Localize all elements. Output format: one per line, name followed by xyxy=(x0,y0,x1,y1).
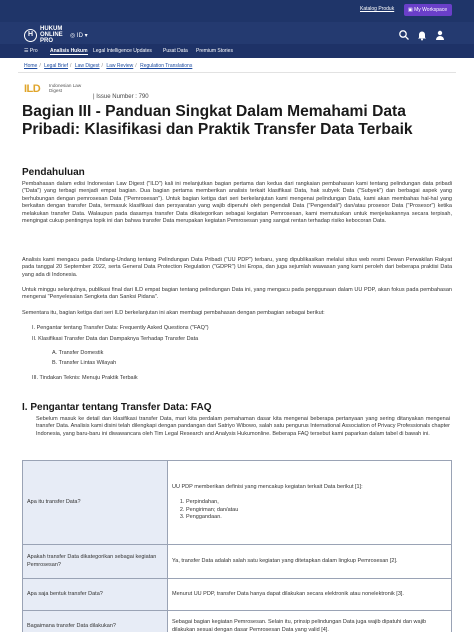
intro-paragraph-4: Sementara itu, bagian ketiga dari seri ILD berkelanjutan ini akan membagi pembahasan dengan pembagian sebagai berikut: xyxy=(22,310,325,316)
ild-logo-caption: Indonesian Law Digest xyxy=(49,83,82,93)
nav-premium-stories[interactable]: Premium Stories xyxy=(196,48,233,54)
outline-item: I. Pengantar tentang Transfer Data: Frequently Asked Questions ("FAQ") xyxy=(32,325,209,331)
faq-intro-paragraph: Sebelum masuk ke detail dan klasifikasi transfer Data, mari kita perdalam pemahaman dasar kita mengenai beberapa pertanyaan yang sering ditanyakan mengenai transfer Data. Analisis kami disini telah dilengkapi dengan pandangan dari Satriyo Wibowo, salah satu pengurus International Association of Privacy Professionals chapter Indonesia, yang baru-baru ini diwawancara oleh Tim Legal Research and Analysis Hukumonline. Beberapa FAQ tersebut kami paparkan dalam tabel di bawah ini. xyxy=(36,416,450,437)
faq-question: Bagaimana transfer Data dilakukan? xyxy=(23,611,168,632)
intro-paragraph-1: Pembahasan dalam edisi Indonesian Law Digest ("ILD") kali ini melanjutkan bagian pertama dan kedua dari rangkaian pembahasan kami tentang pelindungan data pribadi ("Data") yang terbagi menjadi empat bagian. Dua bagian pertama memberikan analisis terkait klasifikasi Data, hak subyek Data ("Subyek") dan berbagai aspek yang berhubungan dengan pemrosesan Data ("Pemrosesan"). Untuk bagian ketiga dari seri berkelanjutan kami mengenai pelindungan Data, kami akan membahas hal-hal yang berkaitan dengan transfer Data, termasuk klasifikasi dan persyaratan yang wajib dipenuhi oleh pengendali Data ("Pengendali") dan/atau prosesor Data ("Prosesor") ketika melakukan transfer Data. Walaupun pada dasarnya transfer Data dikategorikan sebagai kegiatan Pemrosesan, kami memutuskan untuk menjelaskannya secara terpisah, mengingat cukup pentingnya topik ini dan bahwa transfer Data merupakan kegiatan Pemrosesan yang sangat rentan terhadap risiko kebocoran Data. xyxy=(22,181,452,225)
faq-question: Apa saja bentuk transfer Data? xyxy=(23,579,168,611)
outline-item: A. Transfer Domestik xyxy=(52,350,104,356)
faq-answer: Ya, transfer Data adalah salah satu kegiatan yang ditetapkan dalam lingkup Pemrosesan [2]. xyxy=(168,545,452,579)
user-account-icon[interactable] xyxy=(434,29,446,41)
my-workspace-button[interactable]: ▣ My Workspace xyxy=(404,4,452,16)
nav-analisis-hukum[interactable]: Analisis Hukum xyxy=(50,48,88,54)
table-row xyxy=(23,579,452,611)
nav-pusat-data[interactable]: Pusat Data xyxy=(163,48,188,54)
breadcrumb-law-review[interactable]: Law Review xyxy=(106,63,134,69)
breadcrumb-separator: / xyxy=(101,63,103,69)
outline-item: II. Klasifikasi Transfer Data dan Dampaknya Terhadap Transfer Data xyxy=(32,336,199,342)
breadcrumb xyxy=(24,63,194,69)
breadcrumb-legal-brief[interactable]: Legal Brief xyxy=(44,63,69,69)
faq-question: Apakah transfer Data dikategorikan sebagai kegiatan Pemrosesan? xyxy=(23,545,168,579)
notification-bell-icon[interactable] xyxy=(416,29,428,41)
list-item: 1. Perpindahan, xyxy=(186,499,447,506)
language-label: ID ▾ xyxy=(76,33,88,39)
breadcrumb-separator: / xyxy=(70,63,72,69)
nav-legal-intelligence-updates[interactable]: Legal Intelligence Updates xyxy=(93,48,152,54)
page-title: Bagian III - Panduan Singkat Dalam Memahami Data Pribadi: Klasifikasi dan Praktik Transfer Data Terbaik xyxy=(22,103,413,138)
breadcrumb-law-digest[interactable]: Law Digest xyxy=(74,63,100,69)
table-row xyxy=(23,461,452,545)
faq-answer: Sebagai bagian kegiatan Pemrosesan. Selain itu, prinsip pelindungan Data juga wajib dipatuhi dan wajib dilakukan sesuai dengan dasar Pemrosesan Data yang valid [4]. xyxy=(168,611,452,632)
katalog-produk-link[interactable]: Katalog Produk xyxy=(360,6,395,12)
issue-number: | Issue Number : 790 xyxy=(93,94,149,100)
table-row xyxy=(23,545,452,579)
breadcrumb-separator: / xyxy=(39,63,41,69)
brand-name[interactable]: HUKUM ONLINE PRO xyxy=(40,26,63,44)
outline-item: B. Transfer Lintas Wilayah xyxy=(52,360,117,366)
utility-bar xyxy=(0,0,474,22)
section-heading-faq: I. Pengantar tentang Transfer Data: FAQ xyxy=(22,402,212,413)
globe-icon: ◎ xyxy=(70,33,77,39)
search-icon[interactable] xyxy=(398,29,410,41)
sub-navbar xyxy=(0,44,474,58)
divider xyxy=(18,72,456,73)
ild-logo: ILD xyxy=(24,83,41,95)
workspace-label: My Workspace xyxy=(414,7,448,13)
faq-table xyxy=(22,460,452,632)
faq-question: Apa itu transfer Data? xyxy=(23,461,168,545)
breadcrumb-regulation-translations[interactable]: Regulation Translations xyxy=(140,63,193,69)
faq-answer-list xyxy=(186,499,447,521)
language-selector[interactable] xyxy=(70,32,88,39)
intro-paragraph-2: Analisis kami mengacu pada Undang-Undang tentang Pelindungan Data Pribadi ("UU PDP") terbaru, yang dipublikasikan melalui situs web resmi Dewan Perwakilan Rakyat pada tanggal 20 September 2022, serta General Data Protection Regulation ("GDPR") Uni Eropa, dan juga sejumlah wawasan yang kami peroleh dari beberapa praktisi Data yang ada di Indonesia. xyxy=(22,257,452,278)
list-item: 2. Pengiriman; dan/atau xyxy=(186,507,447,514)
hukumonline-logo-icon[interactable]: H xyxy=(24,29,37,42)
intro-paragraph-3: Untuk minggu selanjutnya, publikasi final dari ILD empat bagian tentang pelindungan Data ini, yang mengacu pada penggunaan dalam UU PDP, akan fokus pada pembahasan mengenai "Penyelesaian Sengketa dan Sanksi Pidana". xyxy=(22,287,452,301)
pro-menu-button[interactable]: ☰ Pro xyxy=(24,48,38,54)
faq-answer xyxy=(168,461,452,545)
table-row xyxy=(23,611,452,632)
list-item: 3. Penggandaan. xyxy=(186,514,447,521)
section-heading-pendahuluan: Pendahuluan xyxy=(22,167,85,178)
faq-answer: Menurut UU PDP, transfer Data hanya dapat dilakukan secara elektronik atau nonelektronik [3]. xyxy=(168,579,452,611)
breadcrumb-home[interactable]: Home xyxy=(24,63,38,69)
breadcrumb-separator: / xyxy=(135,63,137,69)
outline-item: III. Tindakan Teknis: Menuju Praktik Terbaik xyxy=(32,375,138,381)
faq-answer-text: UU PDP memberikan definisi yang mencakup kegiatan terkait Data berikut [1]: xyxy=(172,483,363,490)
